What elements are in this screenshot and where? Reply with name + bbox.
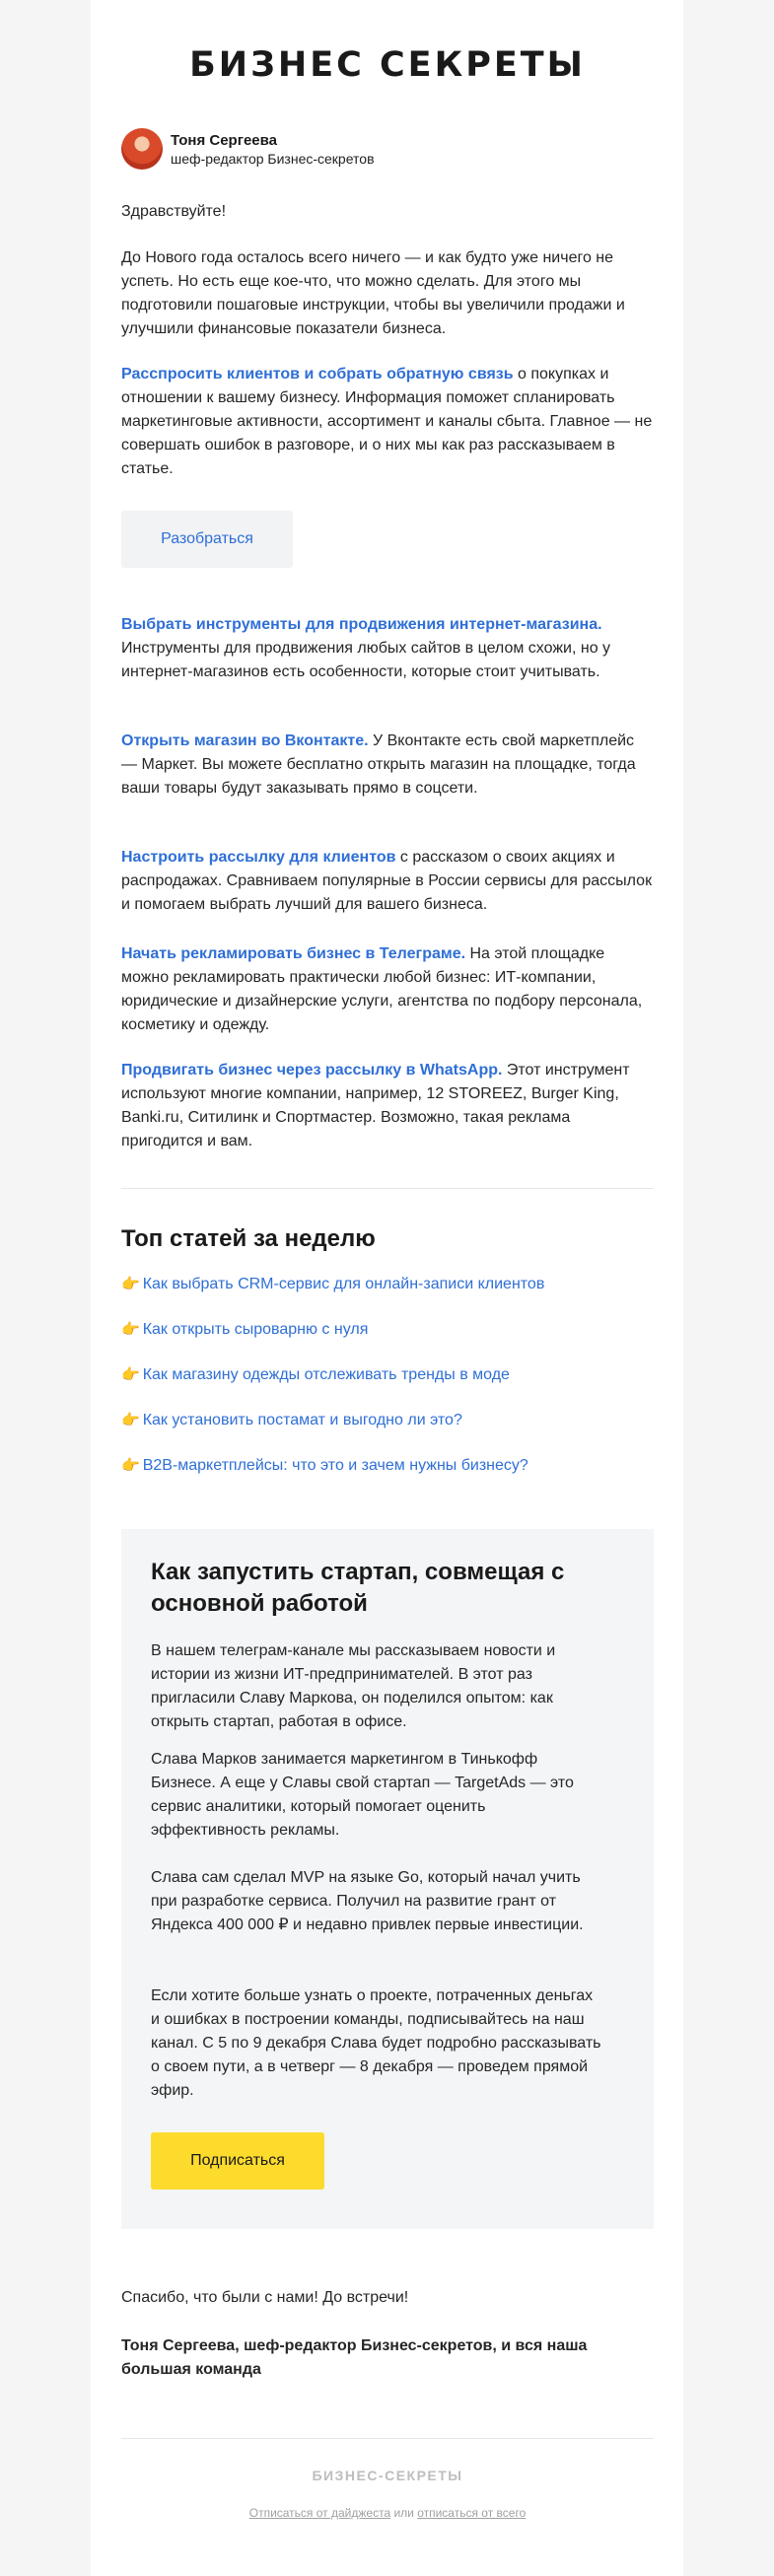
tip-text: Этот инструмент используют многие компании, например, 12 STOREEZ, Burger King, Banki.ru, Ситилинк и Спортмастер. Возможно, такая реклама пригодится и вам.	[121, 1062, 630, 1149]
top-article-link[interactable]	[121, 1456, 528, 1475]
top-article-link[interactable]	[121, 1275, 544, 1293]
top-article-link[interactable]	[121, 1320, 368, 1339]
author-avatar	[121, 128, 163, 170]
top-article-label[interactable]: Как выбрать CRM-сервис для онлайн-записи клиентов	[142, 1276, 545, 1292]
unsubscribe-all-link[interactable]: отписаться от всего	[417, 2506, 527, 2520]
pointing-hand-icon: 👉	[121, 1365, 140, 1383]
tip-link[interactable]: Выбрать инструменты для продвижения интернет-магазина.	[121, 616, 602, 633]
divider	[121, 1188, 654, 1189]
promo-card	[121, 1529, 654, 2229]
feedback-paragraph	[121, 363, 654, 481]
footer-or-text: или	[390, 2506, 418, 2520]
footer-links	[121, 2506, 654, 2520]
signature: Тоня Сергеева, шеф-редактор Бизнес-секретов, и вся наша большая команда	[121, 2337, 588, 2378]
top-article-link[interactable]	[121, 1365, 510, 1384]
pointing-hand-icon: 👉	[121, 1456, 140, 1474]
feedback-text: о покупках и отношении к вашему бизнесу. Информация поможет спланировать маркетинговые активности, ассортимент и каналы сбыта. Главное — не совершать ошибок в разговоре, и о них мы как раз рассказываем в статье.	[121, 366, 653, 477]
understand-button[interactable]: Разобраться	[121, 511, 293, 568]
feedback-link[interactable]: Расспросить клиентов и собрать обратную связь	[121, 366, 514, 383]
unsubscribe-digest-link[interactable]: Отписаться от дайджеста	[248, 2506, 391, 2520]
tip-text: У Вконтакте есть свой маркетплейс — Маркет. Вы можете бесплатно открыть магазин на площадке, тогда ваши товары будут заказывать прямо в соцсети.	[121, 732, 636, 797]
tip-link[interactable]: Начать рекламировать бизнес в Телеграме.	[121, 945, 466, 962]
tip-paragraph	[121, 613, 654, 684]
email-sheet	[91, 0, 683, 2576]
tip-paragraph	[121, 730, 654, 801]
author-role: шеф-редактор Бизнес-секретов	[171, 151, 375, 167]
pointing-hand-icon: 👉	[121, 1275, 140, 1292]
promo-paragraph: Если хотите больше узнать о проекте, потраченных деньгах и ошибках в построении команды, подписывайтесь на наш канал. С 5 по 9 декабря Слава будет подробно рассказывать о своем пути, а в четверг — 8 декабря — проведем прямой эфир.	[151, 1987, 601, 2099]
author-name: Тоня Сергеева	[171, 132, 277, 149]
pointing-hand-icon: 👉	[121, 1411, 140, 1428]
tip-text: с рассказом о своих акциях и распродажах. Сравниваем популярные в России сервисы для рассылок и помогаем выбрать лучший для вашего бизнеса.	[121, 849, 653, 913]
top-article-label[interactable]: Как открыть сыроварню с нуля	[142, 1321, 369, 1338]
greeting: Здравствуйте!	[121, 203, 227, 220]
divider	[121, 2438, 654, 2439]
tip-paragraph	[121, 1059, 654, 1153]
subscribe-button[interactable]: Подписаться	[151, 2132, 324, 2190]
promo-paragraph: В нашем телеграм-канале мы рассказываем новости и истории из жизни ИТ-предпринимателей. В этот раз пригласили Славу Маркова, он поделился опытом: как открыть стартап, работая в офисе.	[151, 1642, 556, 1730]
farewell-text: Спасибо, что были с нами! До встречи!	[121, 2289, 409, 2306]
promo-title: Как запустить стартап, совмещая с основной работой	[151, 1559, 565, 1617]
top-articles-title: Топ статей за неделю	[121, 1225, 376, 1252]
tip-link[interactable]: Настроить рассылку для клиентов	[121, 849, 396, 866]
tip-paragraph	[121, 846, 654, 917]
footer-logo[interactable]: БИЗНЕС-СЕКРЕТЫ	[312, 2468, 463, 2483]
tip-link[interactable]: Открыть магазин во Вконтакте.	[121, 732, 369, 749]
tip-text: На этой площадке можно рекламировать практически любой бизнес: ИТ-компании, юридические и дизайнерские услуги, агентства по подбору персонала, косметику и одежду.	[121, 945, 643, 1033]
intro-paragraph: До Нового года осталось всего ничего — и как будто уже ничего не успеть. Но есть еще кое-что, что можно сделать. Для этого мы подготовили пошаговые инструкции, чтобы вы увеличили продажи и улучшили финансовые показатели бизнеса.	[121, 249, 625, 337]
top-article-link[interactable]	[121, 1411, 462, 1429]
tip-paragraph	[121, 942, 654, 1037]
tip-text: Инструменты для продвижения любых сайтов в целом схожи, но у интернет-магазинов есть особенности, которые стоит учитывать.	[121, 640, 611, 680]
top-article-label[interactable]: Как магазину одежды отслеживать тренды в моде	[142, 1366, 510, 1383]
promo-paragraph: Слава Марков занимается маркетингом в Тинькофф Бизнесе. А еще у Славы свой стартап — TargetAds — это сервис аналитики, который помогает оценить эффективность рекламы.	[151, 1751, 574, 1839]
top-article-label[interactable]: B2B-маркетплейсы: что это и зачем нужны бизнесу?	[142, 1457, 528, 1474]
brand-logo[interactable]: БИЗНЕС СЕКРЕТЫ	[189, 45, 586, 85]
tip-link[interactable]: Продвигать бизнес через рассылку в WhatsApp.	[121, 1062, 503, 1079]
top-article-label[interactable]: Как установить постамат и выгодно ли это?	[142, 1412, 462, 1428]
promo-paragraph: Слава сам сделал MVP на языке Go, который начал учить при разработке сервиса. Получил на развитие грант от Яндекса 400 000 ₽ и недавно привлек первые инвестиции.	[151, 1869, 584, 1933]
pointing-hand-icon: 👉	[121, 1320, 140, 1338]
